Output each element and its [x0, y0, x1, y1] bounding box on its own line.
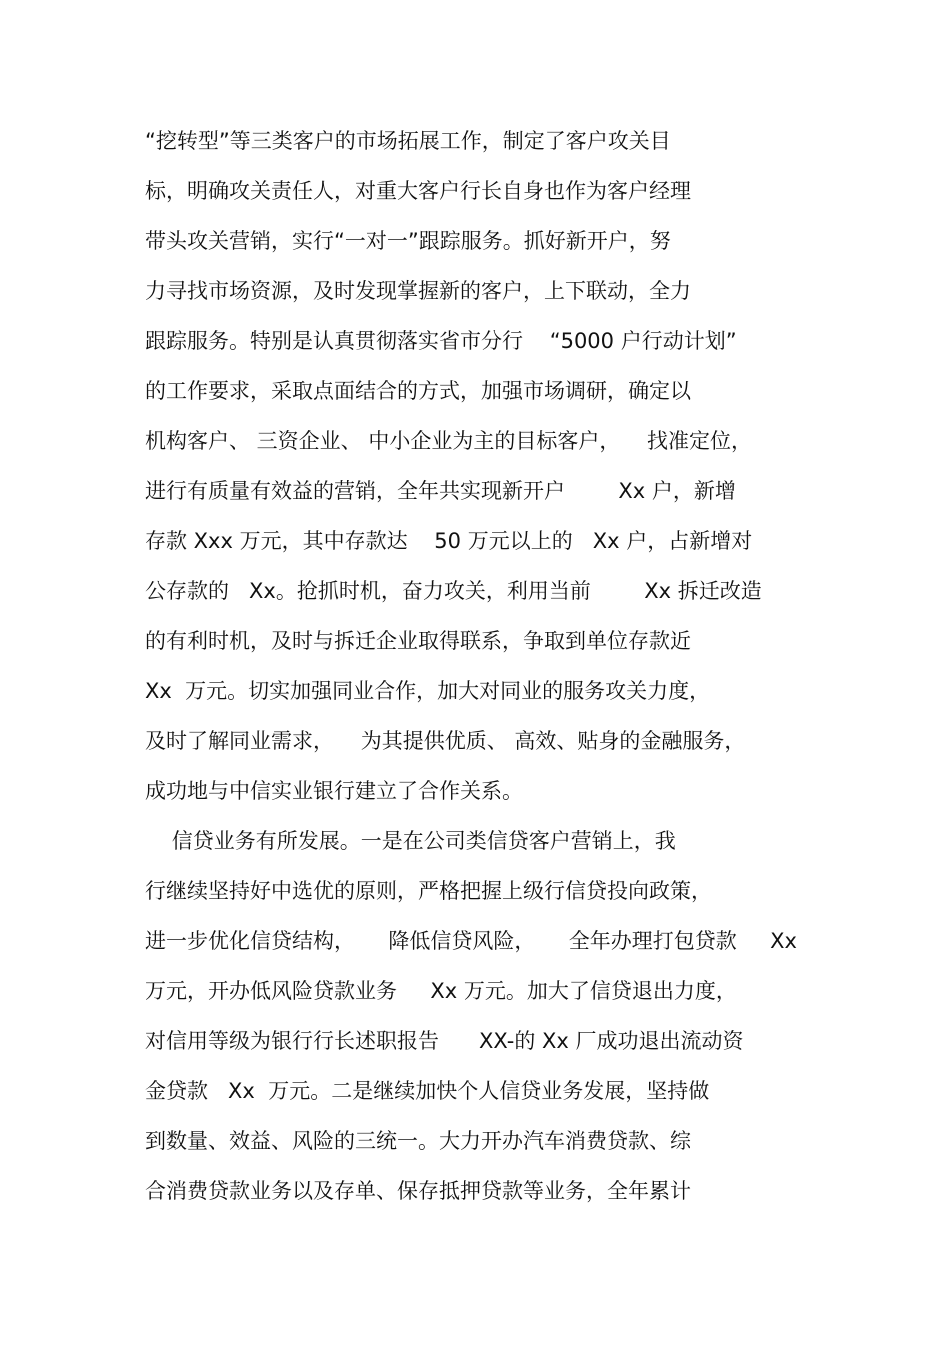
text-line: 的工作要求，采取点面结合的方式，加强市场调研，确定以 [145, 379, 691, 403]
text-line: 合消费贷款业务以及存单、保存抵押贷款等业务，全年累计 [145, 1179, 691, 1203]
text-line: 公存款的 Xx。抢抓时机，奋力攻关，利用当前 Xx 拆迁改造 [145, 579, 762, 603]
text-line: 万元，开办低风险贷款业务 Xx 万元。加大了信贷退出力度， [145, 979, 737, 1003]
text-line: 存款 Xxx 万元，其中存款达 50 万元以上的 Xx 户，占新增对 [145, 529, 753, 553]
text-line: 成功地与中信实业银行建立了合作关系。 [145, 779, 523, 803]
text-line: 机构客户、 三资企业、 中小企业为主的目标客户， 找准定位， [145, 429, 753, 453]
text-line: 及时了解同业需求， 为其提供优质、 高效、贴身的金融服务， [145, 729, 746, 753]
text-line: 进一步优化信贷结构， 降低信贷风险， 全年办理打包贷款 Xx [145, 929, 797, 953]
text-line: 到数量、效益、风险的三统一。大力开办汽车消费贷款、综 [145, 1129, 691, 1153]
text-line: 行继续坚持好中选优的原则，严格把握上级行信贷投向政策， [145, 879, 712, 903]
text-line: Xx 万元。切实加强同业合作，加大对同业的服务攻关力度， [145, 679, 711, 703]
text-line: 金贷款 Xx 万元。二是继续加快个人信贷业务发展，坚持做 [145, 1079, 710, 1103]
text-line: 进行有质量有效益的营销，全年共实现新开户 Xx 户，新增 [145, 479, 736, 503]
text-line: 标，明确攻关责任人，对重大客户行长自身也作为客户经理 [145, 179, 691, 203]
text-line: 跟踪服务。特别是认真贯彻落实省市分行 “5000 户行动计划” [145, 329, 737, 353]
text-line: 的有利时机，及时与拆迁企业取得联系，争取到单位存款近 [145, 629, 691, 653]
text-line: 带头攻关营销，实行“一对一”跟踪服务。抓好新开户，努 [145, 229, 671, 253]
text-line: 力寻找市场资源，及时发现掌握新的客户，上下联动，全力 [145, 279, 691, 303]
text-line: 信贷业务有所发展。一是在公司类信贷客户营销上，我 [145, 829, 676, 853]
text-line: “挖转型”等三类客户的市场拓展工作，制定了客户攻关目 [145, 129, 671, 153]
text-line: 对信用等级为银行行长述职报告 XX-的 Xx 厂成功退出流动资 [145, 1029, 744, 1053]
